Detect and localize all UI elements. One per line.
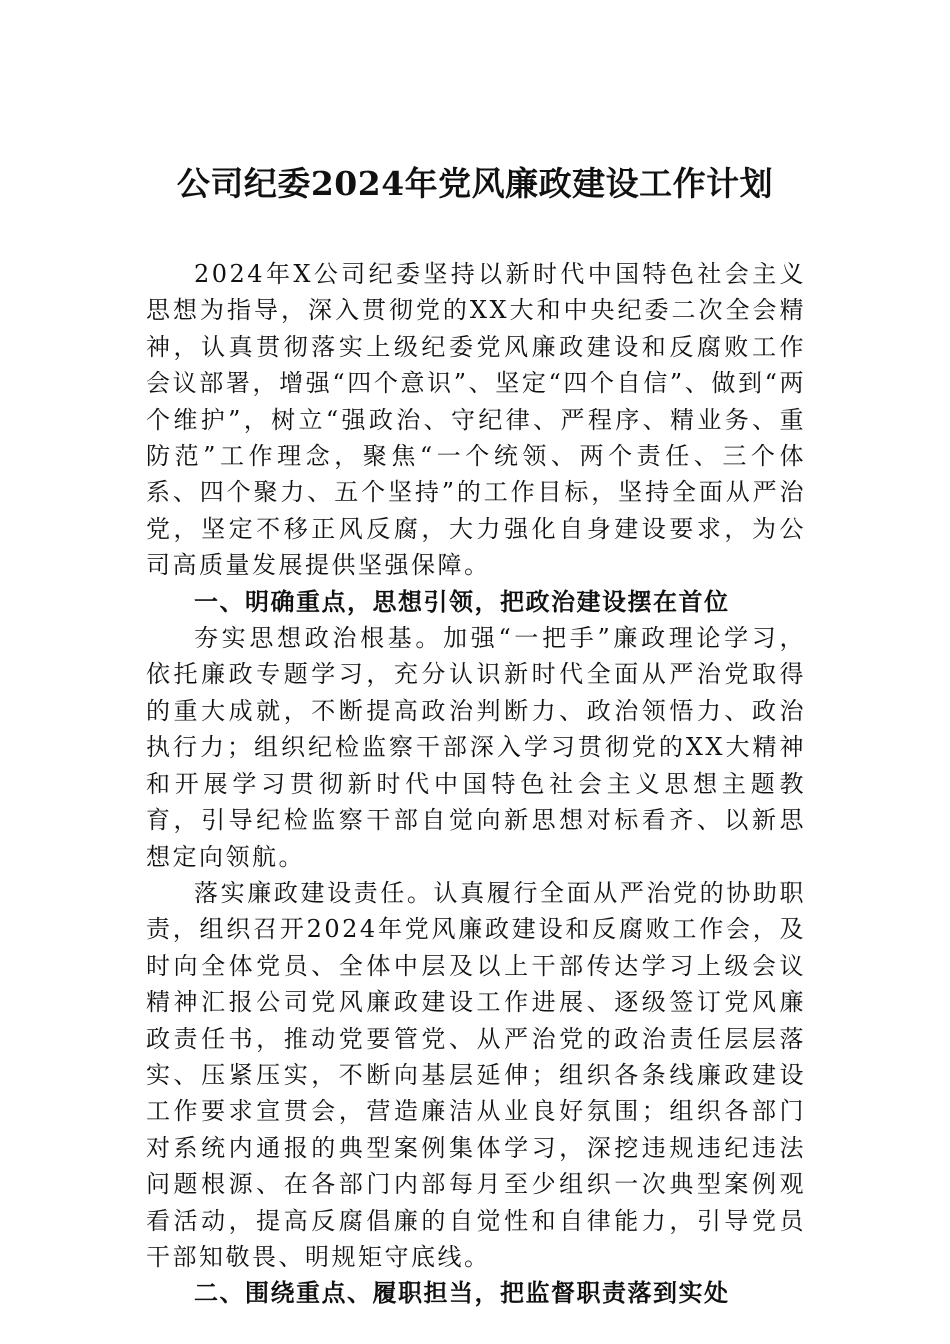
section-2-heading: 二、围绕重点、履职担当，把监督职责落到实处: [194, 1279, 730, 1308]
section-1-paragraph-1: 夯实思想政治根基。加强“一把手”廉政理论学习，依托廉政专题学习，充分认识新时代全面从严治党取得的重大成就，不断提高政治判断力、政治领悟力、政治执行力；组织纪检监察干部深入学习贯彻党的XX大精神和开展学习贯彻新时代中国特色社会主义思想主题教育，引导纪检监察干部自觉向新思想对标看齐、以新思想定向领航。: [146, 624, 806, 871]
document-title: 公司纪委2024年党风廉政建设工作计划: [176, 164, 774, 203]
document-body: [146, 256, 806, 1312]
section-1-paragraph-2: 落实廉政建设责任。认真履行全面从严治党的协助职责，组织召开2024年党风廉政建设和反腐败工作会，及时向全体党员、全体中层及以上干部传达学习上级会议精神汇报公司党风廉政建设工作进展、逐级签订党风廉政责任书，推动党要管党、从严治党的政治责任层层落实、压紧压实，不断向基层延伸；组织各条线廉政建设工作要求宣贯会，营造廉洁从业良好氛围；组织各部门对系统内通报的典型案例集体学习，深挖违规违纪违法问题根源、在各部门内部每月至少组织一次典型案例观看活动，提高反腐倡廉的自觉性和自律能力，引导党员干部知敬畏、明规矩守底线。: [146, 878, 806, 1271]
intro-paragraph: 2024年X公司纪委坚持以新时代中国特色社会主义思想为指导，深入贯彻党的XX大和中央纪委二次全会精神，认真贯彻落实上级纪委党风廉政建设和反腐败工作会议部署，增强“四个意识”、坚定“四个自信”、做到“两个维护”，树立“强政治、守纪律、严程序、精业务、重防范”工作理念，聚焦“一个统领、两个责任、三个体系、四个聚力、五个坚持”的工作目标，坚持全面从严治党，坚定不移正风反腐，大力强化自身建设要求，为公司高质量发展提供坚强保障。: [146, 260, 806, 580]
section-1-heading: 一、明确重点，思想引领，把政治建设摆在首位: [194, 587, 730, 616]
